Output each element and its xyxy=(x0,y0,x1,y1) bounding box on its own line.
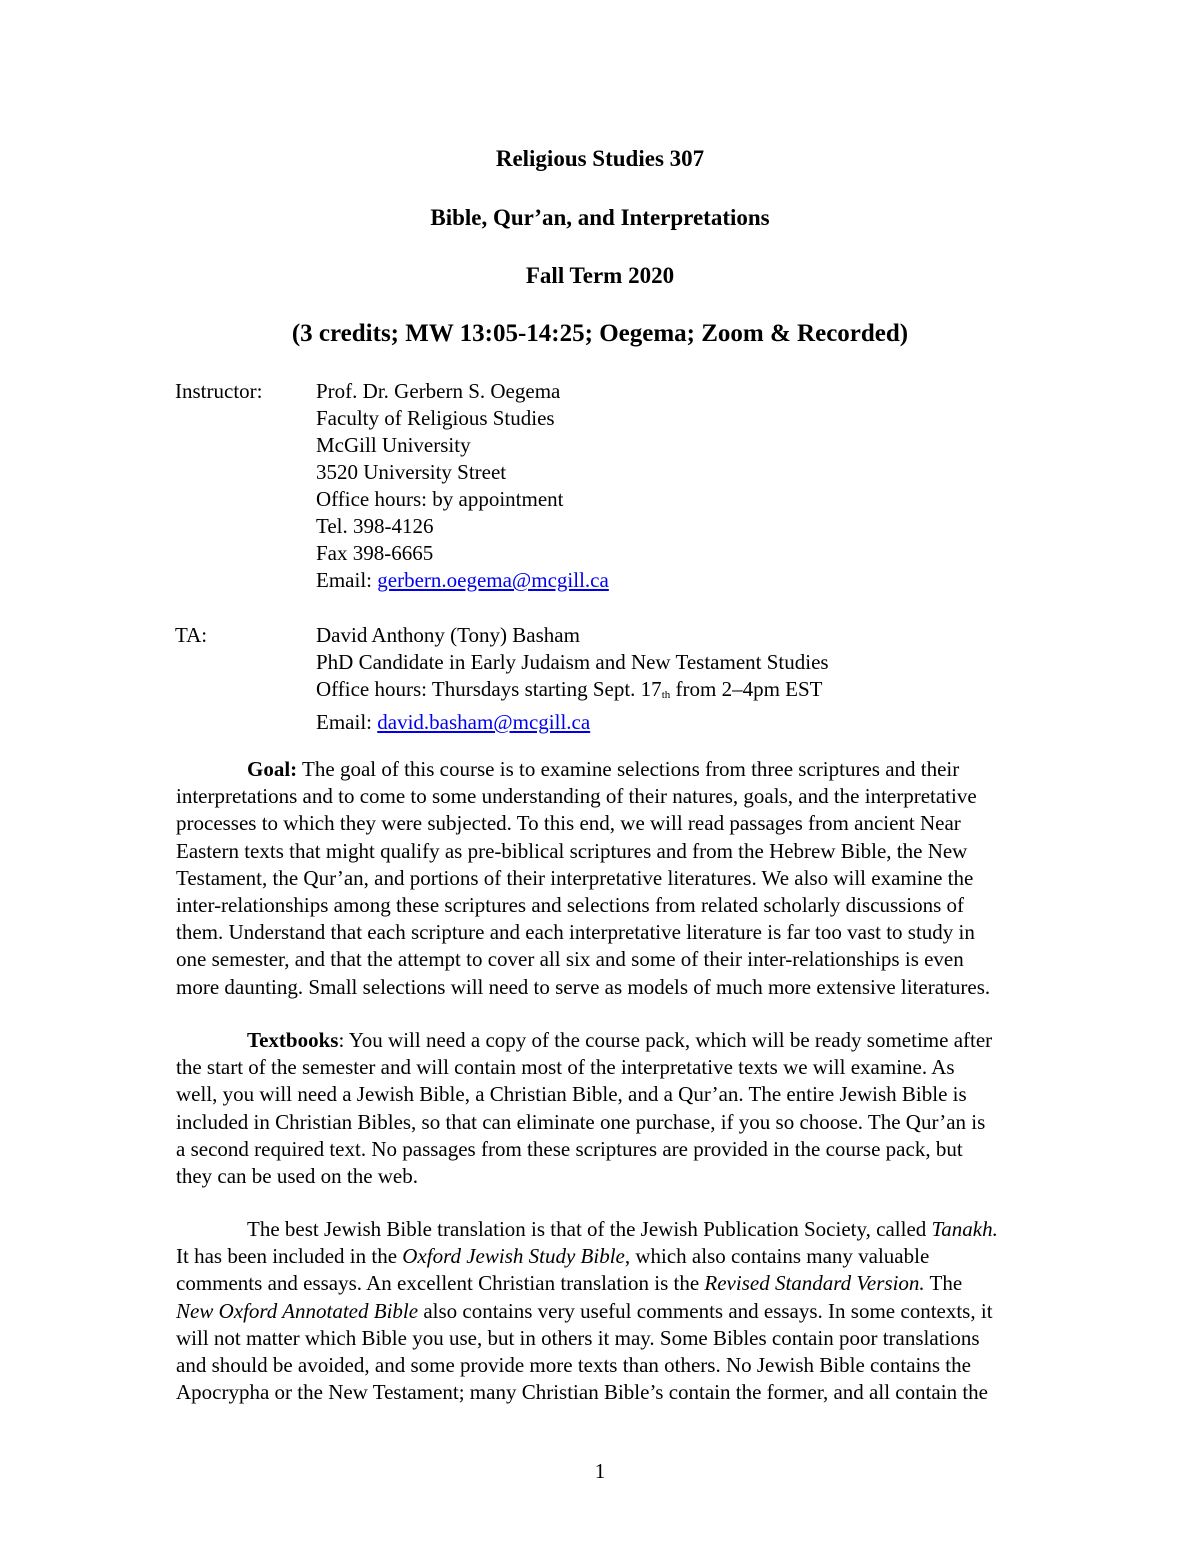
ta-email-line xyxy=(316,709,829,736)
ordinal-suffix: th xyxy=(661,689,671,701)
instructor-faculty: Faculty of Religious Studies xyxy=(316,406,555,430)
instructor-email-link[interactable]: gerbern.oegema@mcgill.ca xyxy=(377,568,609,592)
instructor-university: McGill University xyxy=(316,433,471,457)
textbooks-heading: Textbooks xyxy=(247,1028,339,1052)
instructor-email-label: Email: xyxy=(316,568,378,592)
instructor-fax: Fax 398-6665 xyxy=(316,541,434,565)
ta-contact-block xyxy=(316,622,829,736)
ta-position: PhD Candidate in Early Judaism and New Testament Studies xyxy=(316,650,829,674)
ta-name: David Anthony (Tony) Basham xyxy=(316,623,580,647)
ta-label: TA: xyxy=(175,623,208,647)
course-number-heading: Religious Studies 307 xyxy=(495,146,705,171)
instructor-office-hours: Office hours: by appointment xyxy=(316,487,564,511)
ta-email-link[interactable]: david.basham@mcgill.ca xyxy=(377,710,591,734)
instructor-tel: Tel. 398-4126 xyxy=(316,514,434,538)
goal-heading: Goal: xyxy=(247,757,298,781)
instructor-address: 3520 University Street xyxy=(316,460,507,484)
textbooks-paragraph: Textbooks: You will need a copy of the course pack, which will be ready sometime after the start of the semester and will contain most of the interpretative texts we will examine. As well, you will need a Jewish Bible, a Christian Bible, and a Qur’an. The entire Jewish Bible is included in Christian Bibles, so that can eliminate one purchase, if you so choose. The Qur’an is a second required text. No passages from these scriptures are provided in the course pack, but they can be used on the web. xyxy=(176,1028,993,1189)
translations-paragraph: The best Jewish Bible translation is that of the Jewish Publication Society, called Tanakh. It has been included in the Oxford Jewish Study Bible, which also contains many valuable comments and essays. An excellent Christian translation is the Revised Standard Version. The New Oxford Annotated Bible also contains very useful comments and essays. In some contexts, it will not matter which Bible you use, but in others it may. Some Bibles contain poor translations and should be avoided, and some provide more texts than others. No Jewish Bible contains the Apocrypha or the New Testament; many Christian Bible’s contain the former, and all contain the xyxy=(176,1217,998,1405)
course-title-heading: Bible, Qur’an, and Interpretations xyxy=(430,205,770,230)
instructor-name: Prof. Dr. Gerbern S. Oegema xyxy=(316,379,561,403)
course-details-heading: (3 credits; MW 13:05-14:25; Oegema; Zoom & Recorded) xyxy=(291,320,909,347)
term-heading: Fall Term 2020 xyxy=(525,263,675,288)
instructor-contact-block xyxy=(316,378,609,594)
goal-paragraph: Goal: The goal of this course is to examine selections from three scriptures and their interpretations and to come to some understanding of their natures, goals, and the interpretative processes to which they were subjected. To this end, we will read passages from ancient Near Eastern texts that might qualify as pre-biblical scriptures and from the Hebrew Bible, the New Testament, the Qur’an, and portions of their interpretative literatures. We also will examine the inter-relationships among these scriptures and selections from related scholarly discussions of them. Understand that each scripture and each interpretative literature is far too vast to study in one semester, and that the attempt to cover all six and some of their inter-relationships is even more daunting. Small selections will need to serve as models of much more extensive literatures. xyxy=(176,757,991,999)
instructor-label: Instructor: xyxy=(175,379,263,403)
ta-email-label: Email: xyxy=(316,710,378,734)
ta-office-hours: Office hours: Thursdays starting Sept. $17_{th}$ from 2–4pm EST xyxy=(316,677,823,701)
instructor-email-line xyxy=(316,567,609,594)
page-number: 1 xyxy=(594,1459,606,1483)
